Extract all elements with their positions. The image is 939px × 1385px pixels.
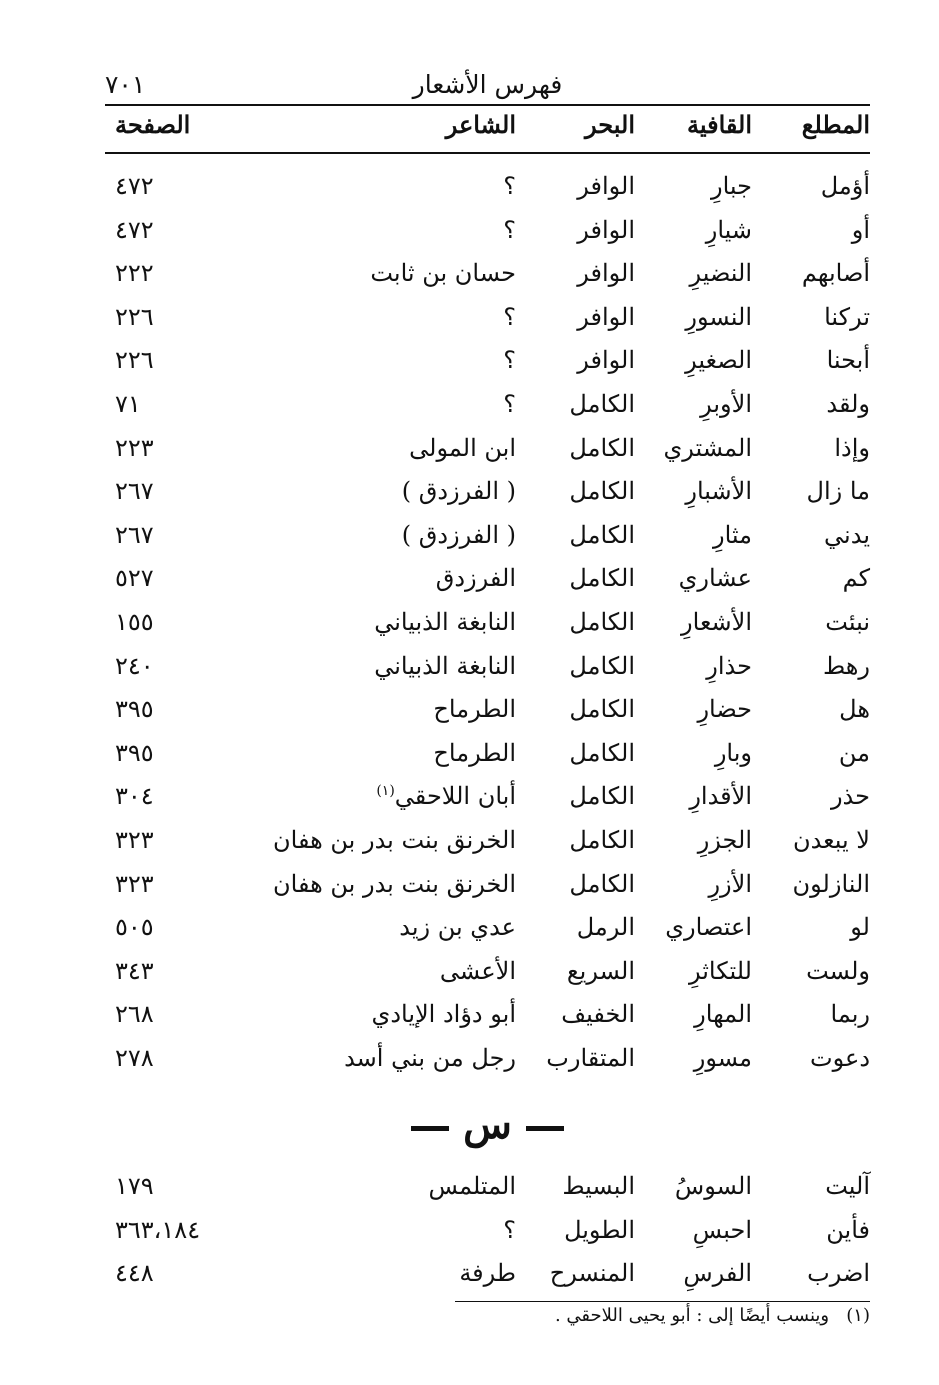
footnote-text: وينسب أيضًا إلى : أبو يحيى اللاحقي . bbox=[554, 1305, 830, 1326]
section-dash-right bbox=[526, 1126, 564, 1131]
poet-cell: الخرنق بنت بدر بن هفان bbox=[273, 869, 516, 898]
qafiya-cell: المهارِ bbox=[694, 1000, 752, 1029]
poet-cell: أبو دؤاد الإيادي bbox=[371, 1000, 516, 1029]
bahr-cell: الكامل bbox=[569, 477, 635, 506]
qafiya-cell: السوسُ bbox=[674, 1172, 752, 1200]
table-row bbox=[105, 1209, 870, 1253]
table-row bbox=[105, 383, 870, 427]
qafiya-cell: حذارِ bbox=[706, 651, 752, 680]
bahr-cell: الخفيف bbox=[561, 1000, 635, 1029]
qafiya-cell: الأشبارِ bbox=[685, 477, 752, 506]
bahr-cell: الرمل bbox=[576, 913, 635, 942]
page-cell: ٢٢٣ bbox=[115, 433, 154, 462]
poet-cell: ؟ bbox=[503, 1215, 516, 1244]
qafiya-cell: الأشعارِ bbox=[681, 607, 752, 636]
matla-cell: ولقد bbox=[826, 389, 870, 418]
matla-cell: كم bbox=[842, 564, 870, 593]
section-dash-left bbox=[411, 1126, 449, 1131]
table-row bbox=[105, 645, 870, 689]
matla-cell: أبحنا bbox=[826, 346, 870, 375]
poet-cell: ؟ bbox=[503, 172, 516, 200]
poet-cell: الفرزدق bbox=[435, 564, 516, 593]
table-row bbox=[105, 557, 870, 601]
matla-cell: لو bbox=[850, 913, 870, 942]
matla-cell: أصابهم bbox=[801, 259, 870, 288]
poem-index-table bbox=[105, 165, 870, 1080]
poet-cell: ؟ bbox=[503, 389, 516, 418]
page-cell: ٢٦٧ bbox=[115, 520, 154, 549]
page-cell: ٣٠٤ bbox=[115, 782, 154, 811]
column-header-qafiya: القافية bbox=[686, 110, 752, 139]
page-cell: ٣٤٣ bbox=[115, 956, 154, 985]
bahr-cell: الكامل bbox=[569, 869, 635, 898]
bahr-cell: الكامل bbox=[569, 433, 635, 462]
page-cell: ٤٧٢ bbox=[115, 215, 154, 244]
footnote-rule bbox=[455, 1301, 870, 1302]
qafiya-cell: مسورِ bbox=[693, 1043, 752, 1072]
poet-cell: النابغة الذبياني bbox=[374, 651, 516, 680]
bahr-cell: الوافر bbox=[577, 259, 635, 288]
matla-cell: آليت bbox=[825, 1172, 870, 1200]
page-cell: ١٥٥ bbox=[115, 607, 154, 636]
qafiya-cell: الأقدارِ bbox=[689, 782, 752, 811]
page-cell: ٣٢٣ bbox=[115, 869, 154, 898]
matla-cell: أو bbox=[851, 215, 870, 244]
matla-cell: حذر bbox=[830, 782, 870, 811]
qafiya-cell: مثارِ bbox=[713, 520, 752, 549]
matla-cell: ربما bbox=[830, 1000, 870, 1029]
bahr-cell: الوافر bbox=[577, 215, 635, 244]
matla-cell: لا يبعدن bbox=[792, 825, 870, 854]
poet-cell: الأعشى bbox=[439, 956, 516, 985]
page-cell: ٢٢٦ bbox=[115, 346, 154, 375]
matla-cell: النازلون bbox=[792, 869, 870, 898]
qafiya-cell: للتكاثرِ bbox=[689, 956, 752, 985]
bahr-cell: البسيط bbox=[562, 1172, 635, 1200]
qafiya-cell: وبارِ bbox=[714, 738, 752, 767]
table-row bbox=[105, 296, 870, 340]
poet-cell: عدي بن زيد bbox=[399, 913, 516, 942]
footnote bbox=[555, 1305, 870, 1326]
table-row bbox=[105, 863, 870, 907]
bahr-cell: الوافر bbox=[577, 172, 635, 200]
table-row bbox=[105, 470, 870, 514]
column-header-bahr: البحر bbox=[585, 110, 635, 139]
table-row bbox=[105, 1252, 870, 1296]
table-row bbox=[105, 775, 870, 819]
column-headers bbox=[105, 110, 870, 146]
poet-cell: الطرماح bbox=[433, 738, 516, 767]
bahr-cell: الطويل bbox=[564, 1215, 635, 1244]
page-cell: ٤٧٢ bbox=[115, 172, 154, 200]
bahr-cell: الكامل bbox=[569, 738, 635, 767]
page-header bbox=[105, 70, 870, 104]
bahr-cell: الوافر bbox=[577, 346, 635, 375]
section-heading bbox=[105, 1100, 870, 1150]
page-cell: ١٧٩ bbox=[115, 1172, 154, 1200]
bahr-cell: الكامل bbox=[569, 564, 635, 593]
bahr-cell: الكامل bbox=[569, 695, 635, 724]
page-cell: ٢٢٦ bbox=[115, 302, 154, 331]
page-cell: ٣٦٣،١٨٤ bbox=[115, 1215, 201, 1244]
matla-cell: اضرب bbox=[807, 1259, 870, 1288]
table-row bbox=[105, 950, 870, 994]
qafiya-cell: النسورِ bbox=[685, 302, 752, 331]
table-row bbox=[105, 252, 870, 296]
poet-cell: حسان بن ثابت bbox=[370, 259, 516, 288]
poet-cell: المتلمس bbox=[428, 1172, 516, 1200]
header-rule bbox=[105, 104, 870, 106]
page-cell: ٢٢٢ bbox=[115, 259, 154, 288]
qafiya-cell: شيارِ bbox=[705, 215, 752, 244]
matla-cell: ولست bbox=[806, 956, 870, 985]
bahr-cell: الكامل bbox=[569, 520, 635, 549]
matla-cell: تركنا bbox=[824, 302, 870, 331]
matla-cell: فأين bbox=[826, 1215, 870, 1244]
matla-cell: ما زال bbox=[806, 477, 870, 506]
poem-index-table-seen bbox=[105, 1165, 870, 1296]
poet-cell: ( الفرزدق ) bbox=[401, 477, 516, 506]
page-cell: ٣٩٥ bbox=[115, 695, 154, 724]
table-row bbox=[105, 906, 870, 950]
qafiya-cell: المشتري bbox=[663, 433, 752, 462]
page-cell: ٥٢٧ bbox=[115, 564, 154, 593]
poet-cell: النابغة الذبياني bbox=[374, 607, 516, 636]
page-cell: ٢٤٠ bbox=[115, 651, 154, 680]
page-cell: ٤٤٨ bbox=[115, 1259, 154, 1288]
matla-cell: يدني bbox=[824, 520, 870, 549]
matla-cell: نبئت bbox=[825, 607, 870, 636]
footnote-marker: (١) bbox=[846, 1305, 870, 1326]
table-row bbox=[105, 1037, 870, 1081]
poet-cell: ؟ bbox=[503, 346, 516, 375]
page-cell: ٢٦٧ bbox=[115, 477, 154, 506]
section-letter: س bbox=[463, 1101, 512, 1148]
table-row bbox=[105, 688, 870, 732]
column-header-page: الصفحة bbox=[115, 110, 191, 139]
page-cell: ٢٦٨ bbox=[115, 1000, 154, 1029]
bahr-cell: الكامل bbox=[569, 651, 635, 680]
page-cell: ٥٠٥ bbox=[115, 913, 154, 942]
column-header-matla: المطلع bbox=[801, 110, 870, 139]
page-cell: ٧١ bbox=[115, 389, 141, 418]
poet-cell: ؟ bbox=[503, 215, 516, 244]
qafiya-cell: النضيرِ bbox=[689, 259, 752, 288]
matla-cell: رهط bbox=[822, 651, 870, 680]
qafiya-cell: الفرسِ bbox=[683, 1259, 752, 1288]
bahr-cell: الكامل bbox=[569, 607, 635, 636]
matla-cell: من bbox=[838, 738, 870, 767]
qafiya-cell: الجزرِ bbox=[697, 825, 752, 854]
bahr-cell: المتقارب bbox=[546, 1043, 635, 1072]
qafiya-cell: اعتصاري bbox=[665, 913, 752, 942]
table-row bbox=[105, 339, 870, 383]
qafiya-cell: الأزرِ bbox=[708, 869, 752, 898]
poet-cell: ابن المولى bbox=[409, 433, 516, 462]
footnote-ref: (١) bbox=[376, 783, 395, 800]
page-title: فهرس الأشعار bbox=[412, 70, 563, 99]
matla-cell: وإذا bbox=[834, 433, 870, 462]
matla-cell: هل bbox=[839, 695, 870, 724]
table-row bbox=[105, 601, 870, 645]
table-row bbox=[105, 732, 870, 776]
poet-cell: ( الفرزدق ) bbox=[401, 520, 516, 549]
qafiya-cell: عشاري bbox=[678, 564, 752, 593]
poet-cell: أبان اللاحقي$^{(١)}$ bbox=[376, 782, 516, 811]
qafiya-cell: الصغيرِ bbox=[685, 346, 752, 375]
poet-cell: رجل من بني أسد bbox=[344, 1043, 516, 1072]
table-row bbox=[105, 165, 870, 209]
bahr-cell: السريع bbox=[566, 956, 635, 985]
table-row bbox=[105, 427, 870, 471]
table-row bbox=[105, 1165, 870, 1209]
matla-cell: أؤمل bbox=[820, 172, 870, 200]
qafiya-cell: جبارِ bbox=[711, 172, 752, 200]
qafiya-cell: حضارِ bbox=[697, 695, 752, 724]
page-cell: ٢٧٨ bbox=[115, 1043, 154, 1072]
poet-cell: طرفة bbox=[459, 1259, 516, 1288]
table-row bbox=[105, 993, 870, 1037]
page-number: ٧٠١ bbox=[105, 70, 146, 99]
bahr-cell: الكامل bbox=[569, 782, 635, 811]
table-row bbox=[105, 514, 870, 558]
page-cell: ٣٢٣ bbox=[115, 825, 154, 854]
qafiya-cell: احبسِ bbox=[692, 1215, 752, 1244]
poet-cell: الطرماح bbox=[433, 695, 516, 724]
qafiya-cell: الأوبرِ bbox=[700, 389, 752, 418]
table-row bbox=[105, 819, 870, 863]
poet-cell: الخرنق بنت بدر بن هفان bbox=[273, 825, 516, 854]
page-cell: ٣٩٥ bbox=[115, 738, 154, 767]
bahr-cell: الكامل bbox=[569, 825, 635, 854]
table-row bbox=[105, 209, 870, 253]
column-header-poet: الشاعر bbox=[445, 110, 516, 139]
bahr-cell: المنسرح bbox=[549, 1259, 635, 1288]
bahr-cell: الكامل bbox=[569, 389, 635, 418]
matla-cell: دعوت bbox=[810, 1043, 870, 1072]
column-header-rule bbox=[105, 152, 870, 154]
bahr-cell: الوافر bbox=[577, 302, 635, 331]
poet-cell: ؟ bbox=[503, 302, 516, 331]
